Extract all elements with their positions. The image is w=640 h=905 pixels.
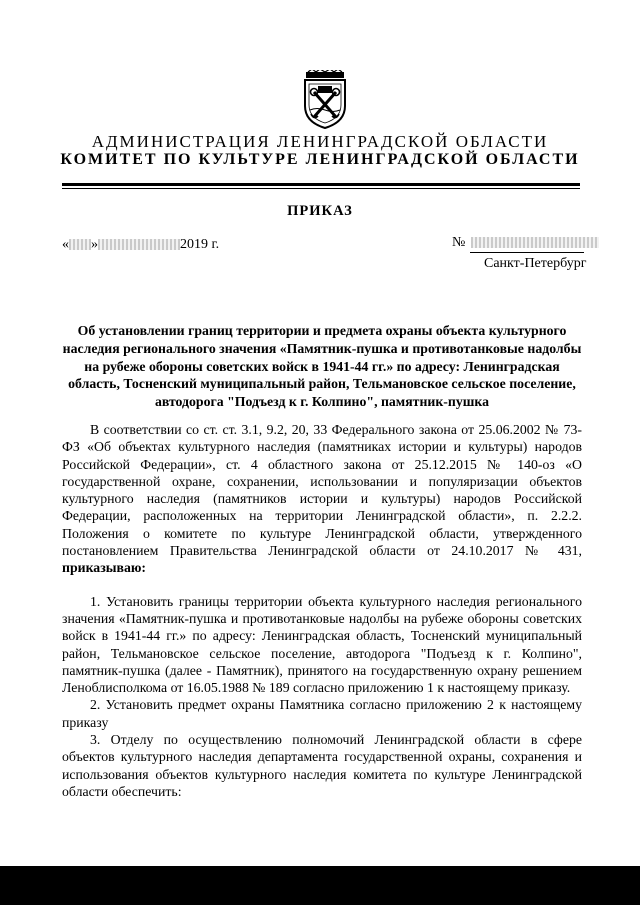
coat-of-arms-icon bbox=[302, 70, 348, 130]
number-sign: № bbox=[452, 235, 466, 250]
redacted-number bbox=[471, 237, 599, 248]
preamble-text: В соответствии со ст. ст. 3.1, 9.2, 20, 33 Федерального закона от 25.06.2002 № 73-ФЗ «Об объектах культурного наследия (памятниках истории и культуры) народов Российской Федерации», ст. 4 областного закона от 25.12.2015 № 140-оз «О государственной охране, сохранении, использовании и популяризации объектов культурного наследия (памятников истории и культуры) народов Российской Федерации, расположенных на территории Ленинградской области», п. 2.2.2. Положения о комитете по культуре Ленинградской области, утвержденного постановлением Правительства Ленинградской области от 24.10.2017 № 431, bbox=[62, 422, 582, 559]
date-close-quote: » bbox=[91, 237, 98, 252]
order-word: приказываю: bbox=[62, 560, 147, 576]
order-body bbox=[62, 421, 582, 800]
document-title: ПРИКАЗ bbox=[287, 203, 353, 219]
item-1: 1. Установить границы территории объекта культурного наследия регионального значения «Памятник-пушка и противотанковые надолбы на рубеже обороны советских войск в 1941-44 гг.» по адресу: Ленинградская область, Тосненский муниципальный район, Тельмановское сельское поселение, автодорога "Подъезд к г. Колпино", памятник-пушка (далее - Памятник), принятого на государственную охрану решением Леноблисполкома от 16.05.1988 № 189 согласно приложению 1 к настоящему приказу. bbox=[62, 593, 582, 696]
org-name-committee: КОМИТЕТ ПО КУЛЬТУРЕ ЛЕНИНГРАДСКОЙ ОБЛАСТИ bbox=[60, 151, 580, 168]
document-place: Санкт-Петербург bbox=[484, 256, 587, 271]
preamble-paragraph bbox=[62, 421, 582, 577]
date-year: 2019 г. bbox=[180, 237, 220, 252]
order-heading: Об установлении границ территории и предмета охраны объекта культурного наследия регионального значения «Памятник-пушка и противотанковые надолбы на рубеже обороны советских войск в 1941-44 гг.» по адресу: Ленинградская область, Тосненский муниципальный район, Тельмановское сельское поселение, автодорога "Подъезд к г. Колпино", памятник-пушка bbox=[62, 323, 582, 410]
header-divider-thin bbox=[62, 188, 580, 189]
org-name-admin: АДМИНИСТРАЦИЯ ЛЕНИНГРАДСКОЙ ОБЛАСТИ bbox=[91, 132, 549, 151]
item-3: 3. Отделу по осуществлению полномочий Ленинградской области в сфере объектов культурного наследия департамента государственной охраны, сохранения и использования объектов культурного наследия комитета по культуре Ленинградской области обеспечить: bbox=[62, 732, 582, 799]
document-date bbox=[62, 237, 219, 253]
redacted-month bbox=[98, 239, 180, 250]
number-underline bbox=[470, 252, 584, 253]
date-open-quote: « bbox=[62, 237, 69, 252]
redacted-day bbox=[69, 239, 91, 250]
item-2: 2. Установить предмет охраны Памятника согласно приложению 2 к настоящему приказу bbox=[62, 697, 582, 730]
header-divider-thick bbox=[62, 183, 580, 186]
scan-bottom-bar bbox=[0, 866, 640, 905]
document-number bbox=[452, 235, 599, 251]
